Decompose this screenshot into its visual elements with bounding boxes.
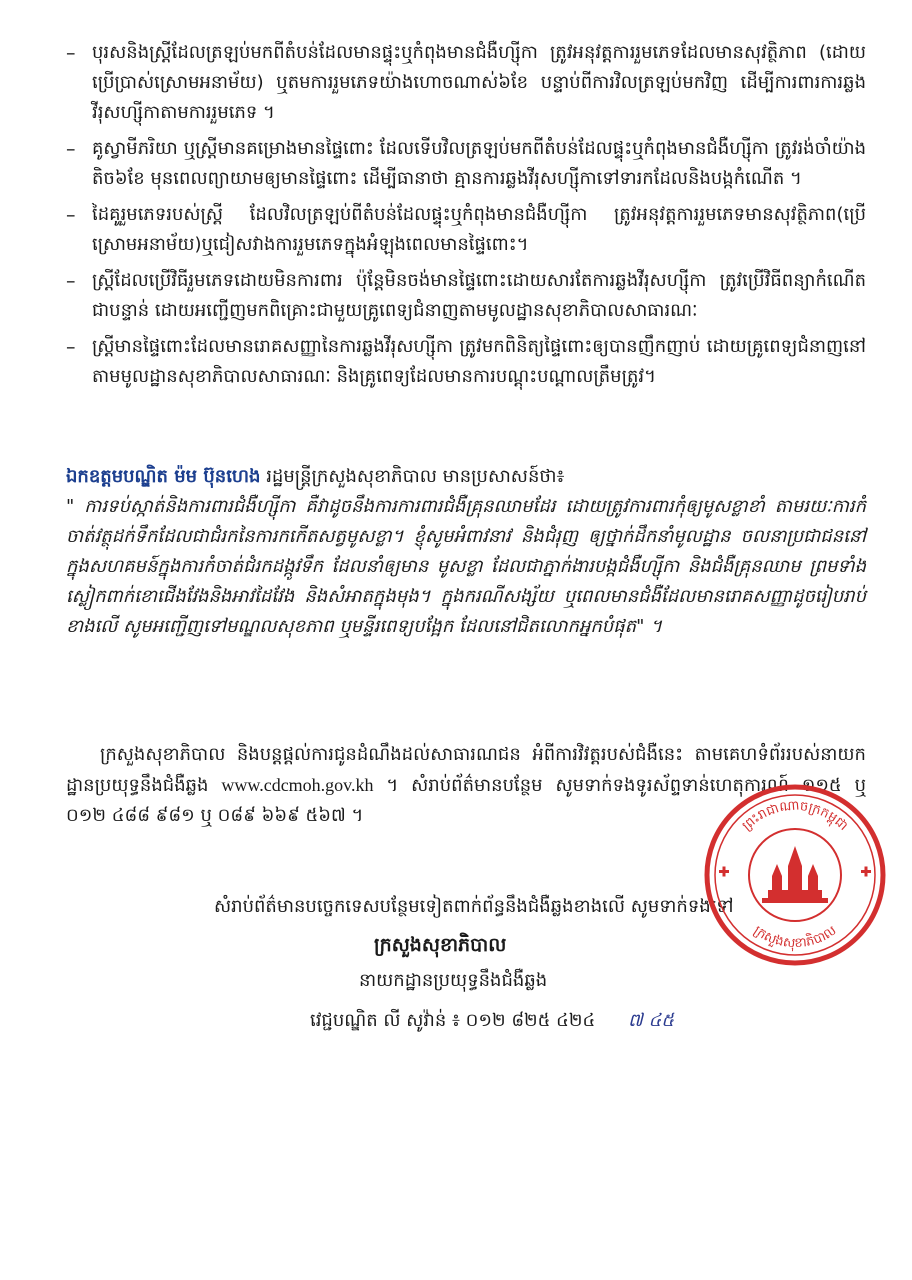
list-item-text: បុរសនិងស្ត្រីដែលត្រឡប់មកពីតំបន់ដែលមានផ្ទុះឬកំពុងមានជំងឺហ្ស៊ីកា ត្រូវអនុវត្តការរួមភេទដែលមានសុវត្ថិភាព (ដោយប្រើប្រាស់ស្រោមអនាម័យ) ឬតមការរួមភេទយ៉ាងហោចណាស់៦ខែ បន្ទាប់ពីការវិលត្រឡប់មកវិញ ដើម្បីការពារការឆ្លងវីរុសហ្ស៊ីកាតាមការរួមភេទ ។ [92, 42, 866, 123]
list-item-text: គូស្វាមីភរិយា ឬស្ត្រីមានគម្រោងមានផ្ទៃពោះ ដែលទើបវិលត្រឡប់មកពីតំបន់ដែលផ្ទុះឬកំពុងមានជំងឺហ្ស៊ីកា ត្រូវរង់ចាំយ៉ាងតិច៦ខែ មុនពេលព្យាយាមឲ្យមានផ្ទៃពោះ ដើម្បីធានាថា គ្មានការឆ្លងវីរុសហ្ស៊ីកាទៅទារកដែលនិងបង្កកំណើត ។ [92, 138, 866, 189]
seal-text-bottom: ក្រសួងសុខាភិបាល [750, 923, 840, 952]
statement-paragraph [66, 462, 866, 492]
ministry-seal-icon [700, 780, 890, 970]
bullet-dash: – [66, 270, 76, 292]
website-link[interactable]: www.cdcmoh.gov.kh [221, 775, 374, 795]
bullet-dash: – [66, 336, 76, 358]
info-text-part2: ។ សំរាប់ព័ត៌មានបន្ថែម សូមទាក់ទងទូរស័ព្ទទាន់ហេតុការណ៍ ១១៥ ឬ ០១២ ៤៨៨ ៩៨១ ឬ ០៨៩ ៦៦៩ ៥៦៧ ។ [66, 775, 866, 826]
seal-text-top: ព្រះរាជាណាចក្រកម្ពុជា [739, 798, 851, 834]
speaker-name: ឯកឧត្តមបណ្ឌិត ម៉ម ប៊ុនហេង [66, 466, 261, 487]
svg-text:ក្រសួងសុខាភិបាល [751, 923, 840, 952]
list-item-text: ស្ត្រីមានផ្ទៃពោះដែលមានរោគសញ្ញានៃការឆ្លងវីរុសហ្ស៊ីកា ត្រូវមកពិនិត្យផ្ទៃពោះឲ្យបានញឹកញាប់ ដោយគ្រូពេទ្យជំនាញនៅតាមមូលដ្ឋានសុខាភិបាលសាធារណៈ និងគ្រូពេទ្យដែលមានការបណ្តុះបណ្តាលត្រឹមត្រូវ។ [92, 336, 866, 387]
contact-note: សំរាប់ព័ត៌មានបច្ចេកទេសបន្ថែមទៀតពាក់ព័ន្ធនឹងជំងឺឆ្លងខាងលើ សូមទាក់ទងទៅ [214, 896, 734, 917]
signature-person: វេជ្ជបណ្ឌិត លី សូវ៉ាន់ ៖ ០១២ ៨២៥ ៤២៤ [310, 1010, 596, 1031]
signature-department: នាយកដ្ឋានប្រយុទ្ធនឹងជំងឺឆ្លង [359, 970, 548, 991]
bullet-dash: – [66, 42, 76, 64]
list-item-text: ស្ត្រីដែលប្រើវិធីរួមភេទដោយមិនការពារ ប៉ុន្តែមិនចង់មានផ្ទៃពោះដោយសារតែការឆ្លងវីរុសហ្ស៊ីកា ត្រូវប្រើវិធីពន្យាកំណើតជាបន្ទាន់ ដោយអញ្ជើញមកពិគ្រោះជាមួយគ្រូពេទ្យជំនាញតាមមូលដ្ឋានសុខាភិបាលសាធារណៈ [92, 270, 866, 321]
list-item [66, 200, 866, 260]
minister-statement [66, 462, 866, 642]
handwritten-initials: ៧ ៤៥ [628, 1010, 674, 1031]
list-item-text: ដៃគូរួមភេទរបស់ស្ត្រី ដែលវិលត្រឡប់ពីតំបន់ដែលផ្ទុះឬកំពុងមានជំងឺហ្ស៊ីកា ត្រូវអនុវត្តការរួមភេទមានសុវត្ថិភាព(ប្រើស្រោមអនាម័យ)ឬជៀសវាងការរួមភេទក្នុងអំឡុងពេលមានផ្ទៃពោះ។ [92, 204, 866, 255]
angkor-temple-icon [762, 846, 828, 903]
signature-ministry: ក្រសួងសុខាភិបាល [374, 934, 507, 956]
bullet-dash: – [66, 204, 76, 226]
statement-quote: " ការទប់ស្កាត់និងការពារជំងឺហ្ស៊ីកា គឺវាដូចនឹងការការពារជំងឺគ្រុនឈាមដែរ ដោយត្រូវការពារកុំឲ្យមូសខ្លាខាំ តាមរយៈការកំចាត់វត្ថុដក់ទឹកដែលជាជំរកនៃការកកើតសត្វមូសខ្លា។ ខ្ញុំសូមអំពាវនាវ និងជំរុញ ឲ្យថ្នាក់ដឹកនាំមូលដ្ឋាន ចលនាប្រជាជននៅក្នុងសហគមន៍ក្នុងការកំចាត់ជំរកដង្កូវទឹក ដែលនាំឲ្យមាន មូសខ្លា ដែលជាភ្នាក់ងារបង្កជំងឺហ្ស៊ីកា និងជំងឺគ្រុនឈាម ព្រមទាំងស្លៀកពាក់ខោជើងវែងនិងអាវដៃវែង និងសំអាតក្នុងមុង។ ក្នុងករណីសង្ស័យ ឬពេលមានជំងឺដែលមានរោគសញ្ញាដូចរៀបរាប់ខាងលើ សូមអញ្ជើញទៅមណ្ឌលសុខភាព ឬមន្ទីរពេទ្យបង្អែក ដែលនៅជិតលោកអ្នកបំផុត" ។ [66, 496, 866, 637]
info-text-part1: ក្រសួងសុខាភិបាល និងបន្តផ្តល់ការជូនដំណឹងដល់សាធារណជន អំពីការវិវត្តរបស់ជំងឺនេះ តាមគេហទំព័ររបស់នាយកដ្ឋានប្រយុទ្ធនឹងជំងឺឆ្លង [66, 744, 866, 796]
list-item [66, 134, 866, 194]
statement-intro: រដ្ឋមន្ត្រីក្រសួងសុខាភិបាល មានប្រសាសន៍ថា៖ [260, 466, 565, 487]
list-item [66, 38, 866, 128]
recommendation-list [66, 38, 866, 398]
list-item [66, 266, 866, 326]
list-item [66, 332, 866, 392]
bullet-dash: – [66, 138, 76, 160]
